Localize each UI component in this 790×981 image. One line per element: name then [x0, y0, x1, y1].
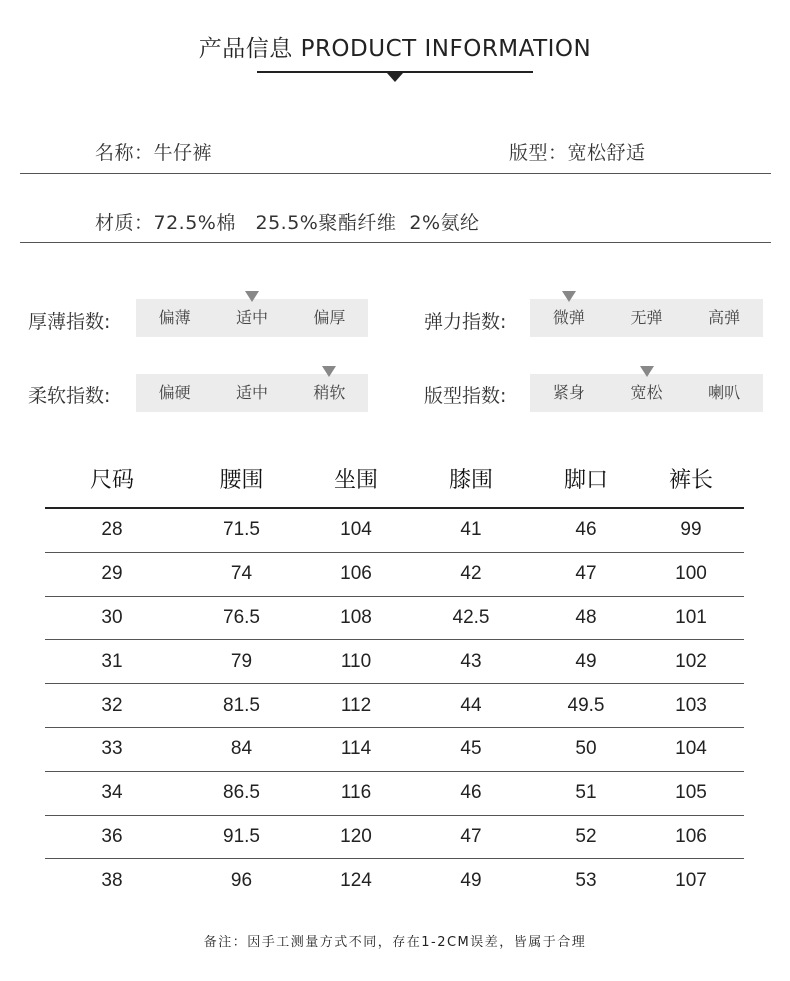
column-header: 坐围 [333, 468, 378, 493]
footnote: 备注：因手工测量方式不同，存在1-2CM误差，皆属于合理 [203, 935, 587, 950]
size-table [45, 463, 744, 903]
table-cell: 52 [575, 825, 597, 847]
index-option [213, 374, 290, 412]
table-cell: 48 [575, 606, 597, 628]
table-cell: 100 [675, 563, 707, 585]
index-option-label: 喇叭 [708, 383, 741, 402]
table-cell: 116 [340, 782, 372, 804]
table-cell: 49.5 [567, 694, 605, 716]
divider [20, 173, 771, 174]
selected-marker-icon [640, 366, 654, 377]
column-header: 尺码 [89, 468, 134, 493]
index-option [136, 374, 213, 412]
product-name: 名称：牛仔裤 [95, 142, 213, 164]
table-cell: 49 [460, 870, 482, 892]
table-cell: 43 [460, 650, 482, 672]
table-cell: 31 [101, 650, 123, 672]
table-cell: 112 [340, 694, 372, 716]
table-cell: 30 [101, 606, 123, 628]
table-cell: 104 [675, 738, 707, 760]
table-cell: 47 [575, 563, 597, 585]
table-cell: 106 [340, 563, 372, 585]
page-title: 产品信息 PRODUCT INFORMATION [198, 36, 592, 62]
index-option [136, 299, 213, 337]
table-cell: 28 [101, 519, 123, 541]
table-cell: 105 [675, 782, 707, 804]
table-cell: 102 [675, 650, 707, 672]
table-cell: 76.5 [223, 606, 260, 628]
table-row [45, 553, 744, 597]
index-scale-bar [136, 299, 368, 337]
table-cell: 50 [575, 738, 597, 760]
index-option [213, 299, 290, 337]
product-material: 材质：72.5%棉 25.5%聚酯纤维 2%氨纶 [95, 212, 480, 234]
table-cell: 86.5 [223, 782, 260, 804]
table-cell: 46 [575, 519, 597, 541]
table-cell: 104 [340, 519, 372, 541]
index-label: 柔软指数: [28, 385, 111, 407]
table-cell: 36 [101, 825, 123, 847]
table-cell: 51 [575, 782, 597, 804]
column-header: 膝围 [448, 468, 493, 493]
column-header: 裤长 [668, 468, 713, 493]
table-row [45, 816, 744, 860]
index-option [530, 374, 608, 412]
index-option [685, 374, 763, 412]
selected-marker-icon [245, 291, 259, 302]
index-option-label: 宽松 [630, 383, 663, 402]
table-cell: 99 [680, 519, 702, 541]
index-option-label: 适中 [235, 383, 268, 402]
table-cell: 74 [230, 563, 253, 585]
index-option [608, 374, 686, 412]
table-row [45, 640, 744, 684]
table-cell: 106 [675, 825, 707, 847]
table-cell: 108 [340, 606, 372, 628]
down-triangle-icon [387, 73, 403, 82]
index-option-label: 偏薄 [158, 308, 191, 327]
table-cell: 84 [230, 738, 253, 760]
table-cell: 49 [575, 650, 597, 672]
table-row [45, 597, 744, 641]
index-option-label: 紧身 [552, 383, 585, 402]
table-cell: 42.5 [452, 606, 490, 628]
column-header: 腰围 [219, 468, 264, 493]
table-cell: 96 [230, 870, 253, 892]
selected-marker-icon [322, 366, 336, 377]
table-cell: 29 [101, 563, 123, 585]
index-label: 版型指数: [424, 385, 507, 407]
index-option [530, 299, 608, 337]
index-option-label: 微弹 [552, 308, 585, 327]
table-row [45, 509, 744, 553]
table-cell: 34 [101, 782, 123, 804]
table-cell: 79 [230, 650, 253, 672]
size-table-body [45, 509, 744, 903]
product-fit-type: 版型：宽松舒适 [509, 142, 646, 164]
table-cell: 120 [340, 825, 372, 847]
index-option-label: 适中 [235, 308, 268, 327]
table-cell: 33 [101, 738, 123, 760]
table-row [45, 772, 744, 816]
table-cell: 53 [575, 870, 597, 892]
index-scale-bar [530, 374, 763, 412]
index-label: 厚薄指数: [28, 311, 111, 333]
index-option [291, 299, 368, 337]
table-cell: 41 [460, 519, 482, 541]
index-option-label: 偏硬 [158, 383, 191, 402]
table-cell: 103 [675, 694, 707, 716]
index-option [685, 299, 763, 337]
table-cell: 47 [460, 825, 482, 847]
table-cell: 45 [460, 738, 482, 760]
table-cell: 124 [340, 870, 372, 892]
index-option-label: 稍软 [313, 383, 346, 402]
index-scale-bar [530, 299, 763, 337]
table-row [45, 728, 744, 772]
table-row [45, 859, 744, 903]
table-cell: 91.5 [223, 825, 260, 847]
table-row [45, 684, 744, 728]
table-cell: 71.5 [223, 519, 260, 541]
table-cell: 101 [675, 606, 707, 628]
table-cell: 110 [340, 650, 372, 672]
table-cell: 46 [460, 782, 482, 804]
index-option-label: 无弹 [630, 308, 663, 327]
index-option-label: 高弹 [708, 308, 741, 327]
index-label: 弹力指数: [424, 311, 507, 333]
index-option [291, 374, 368, 412]
index-scale-bar [136, 374, 368, 412]
table-cell: 38 [101, 870, 123, 892]
table-cell: 44 [460, 694, 482, 716]
table-cell: 107 [675, 870, 707, 892]
column-header: 脚口 [563, 468, 608, 493]
table-cell: 32 [101, 694, 123, 716]
table-cell: 114 [340, 738, 372, 760]
size-table-header [45, 463, 744, 509]
divider [20, 242, 771, 243]
index-option [608, 299, 686, 337]
table-cell: 42 [460, 563, 482, 585]
index-option-label: 偏厚 [313, 308, 346, 327]
selected-marker-icon [562, 291, 576, 302]
table-cell: 81.5 [223, 694, 260, 716]
